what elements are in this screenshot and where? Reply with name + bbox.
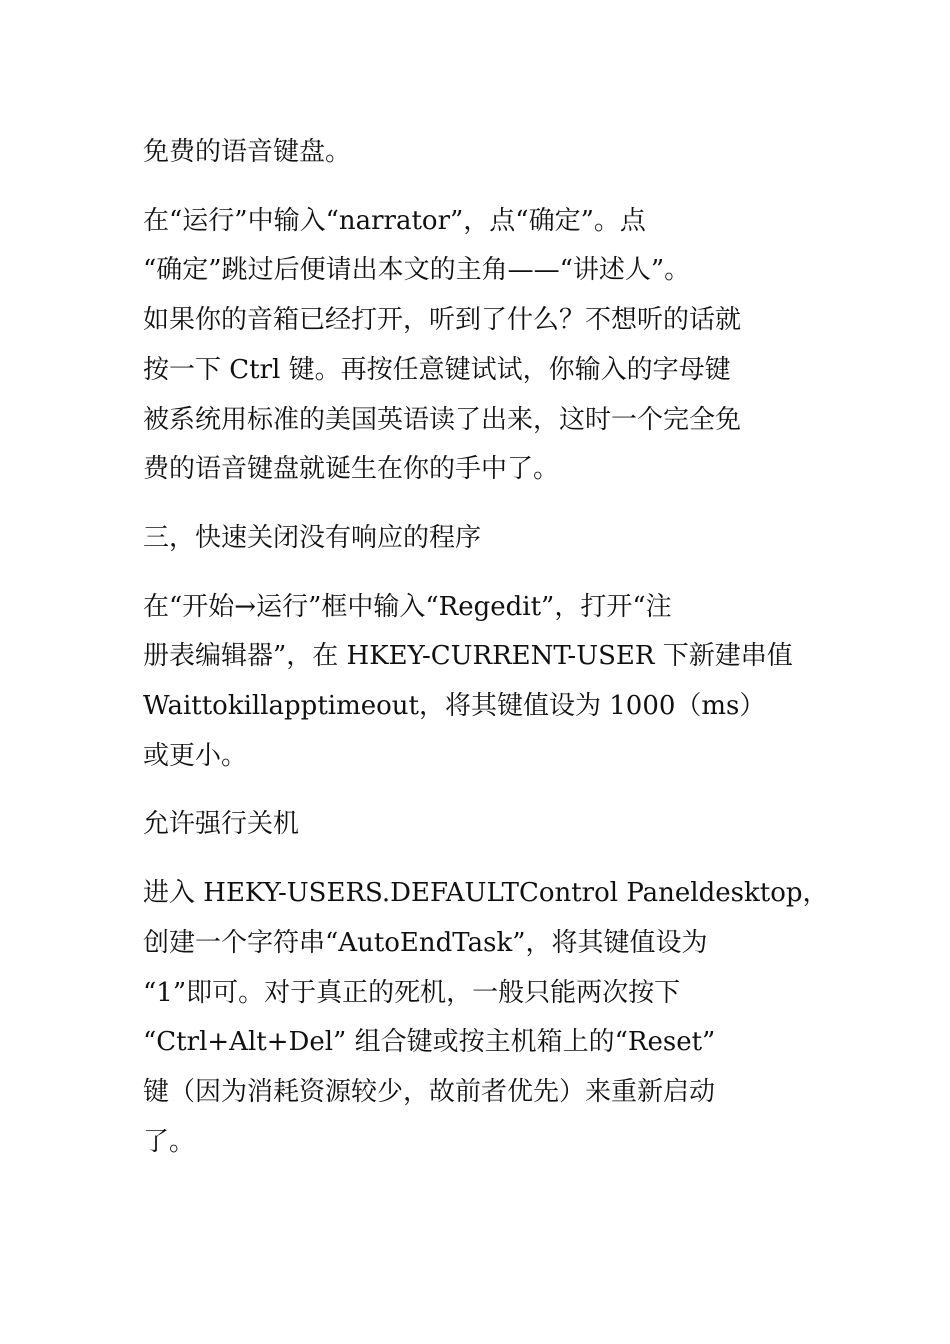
text-line: 册表编辑器”，在 HKEY-CURRENT-USER 下新建串值 xyxy=(143,641,793,672)
text-line: 在“运行”中输入“narrator”，点“确定”。点 xyxy=(143,205,646,236)
text-line: 创建一个字符串“AutoEndTask”，将其键值设为 xyxy=(143,927,708,958)
paragraph-narrator xyxy=(143,197,808,495)
text-line: 费的语音键盘就诞生在你的手中了。 xyxy=(143,454,560,485)
text-line: 进入 HEKY-USERS.DEFAULTControl Paneldesktop， xyxy=(143,878,829,909)
text-line: 如果你的音箱已经打开，听到了什么？不想听的话就 xyxy=(143,305,742,336)
text-line: 被系统用标准的美国英语读了出来，这时一个完全免 xyxy=(143,404,742,435)
text-line: 按一下 Ctrl 键。再按任意键试试，你输入的字母键 xyxy=(143,354,731,385)
heading-line: 允许强行关机 xyxy=(143,809,300,840)
text-line: 键（因为消耗资源较少，故前者优先）来重新启动 xyxy=(143,1076,716,1107)
text-line: “确定”跳过后便请出本文的主角——“讲述人”。 xyxy=(143,255,691,286)
section-heading-close-programs xyxy=(143,514,808,564)
text-line: 了。 xyxy=(143,1126,196,1157)
text-line: “Ctrl+Alt+Del” 组合键或按主机箱上的“Reset” xyxy=(143,1027,716,1058)
paragraph-autoendtask xyxy=(143,869,829,1167)
text-line: 或更小。 xyxy=(143,740,248,771)
text-line: 在“开始→运行”框中输入“Regedit”，打开“注 xyxy=(143,591,672,622)
paragraph-intro-tail xyxy=(143,128,808,178)
paragraph-regedit xyxy=(143,583,808,782)
text-line: 免费的语音键盘。 xyxy=(143,137,352,167)
text-line: Waittokillapptimeout，将其键值设为 1000（ms） xyxy=(143,691,766,722)
document-body xyxy=(143,128,829,1186)
section-heading-force-shutdown xyxy=(143,800,808,850)
heading-line: 三，快速关闭没有响应的程序 xyxy=(143,522,482,553)
text-line: “1”即可。对于真正的死机，一般只能两次按下 xyxy=(143,977,681,1008)
